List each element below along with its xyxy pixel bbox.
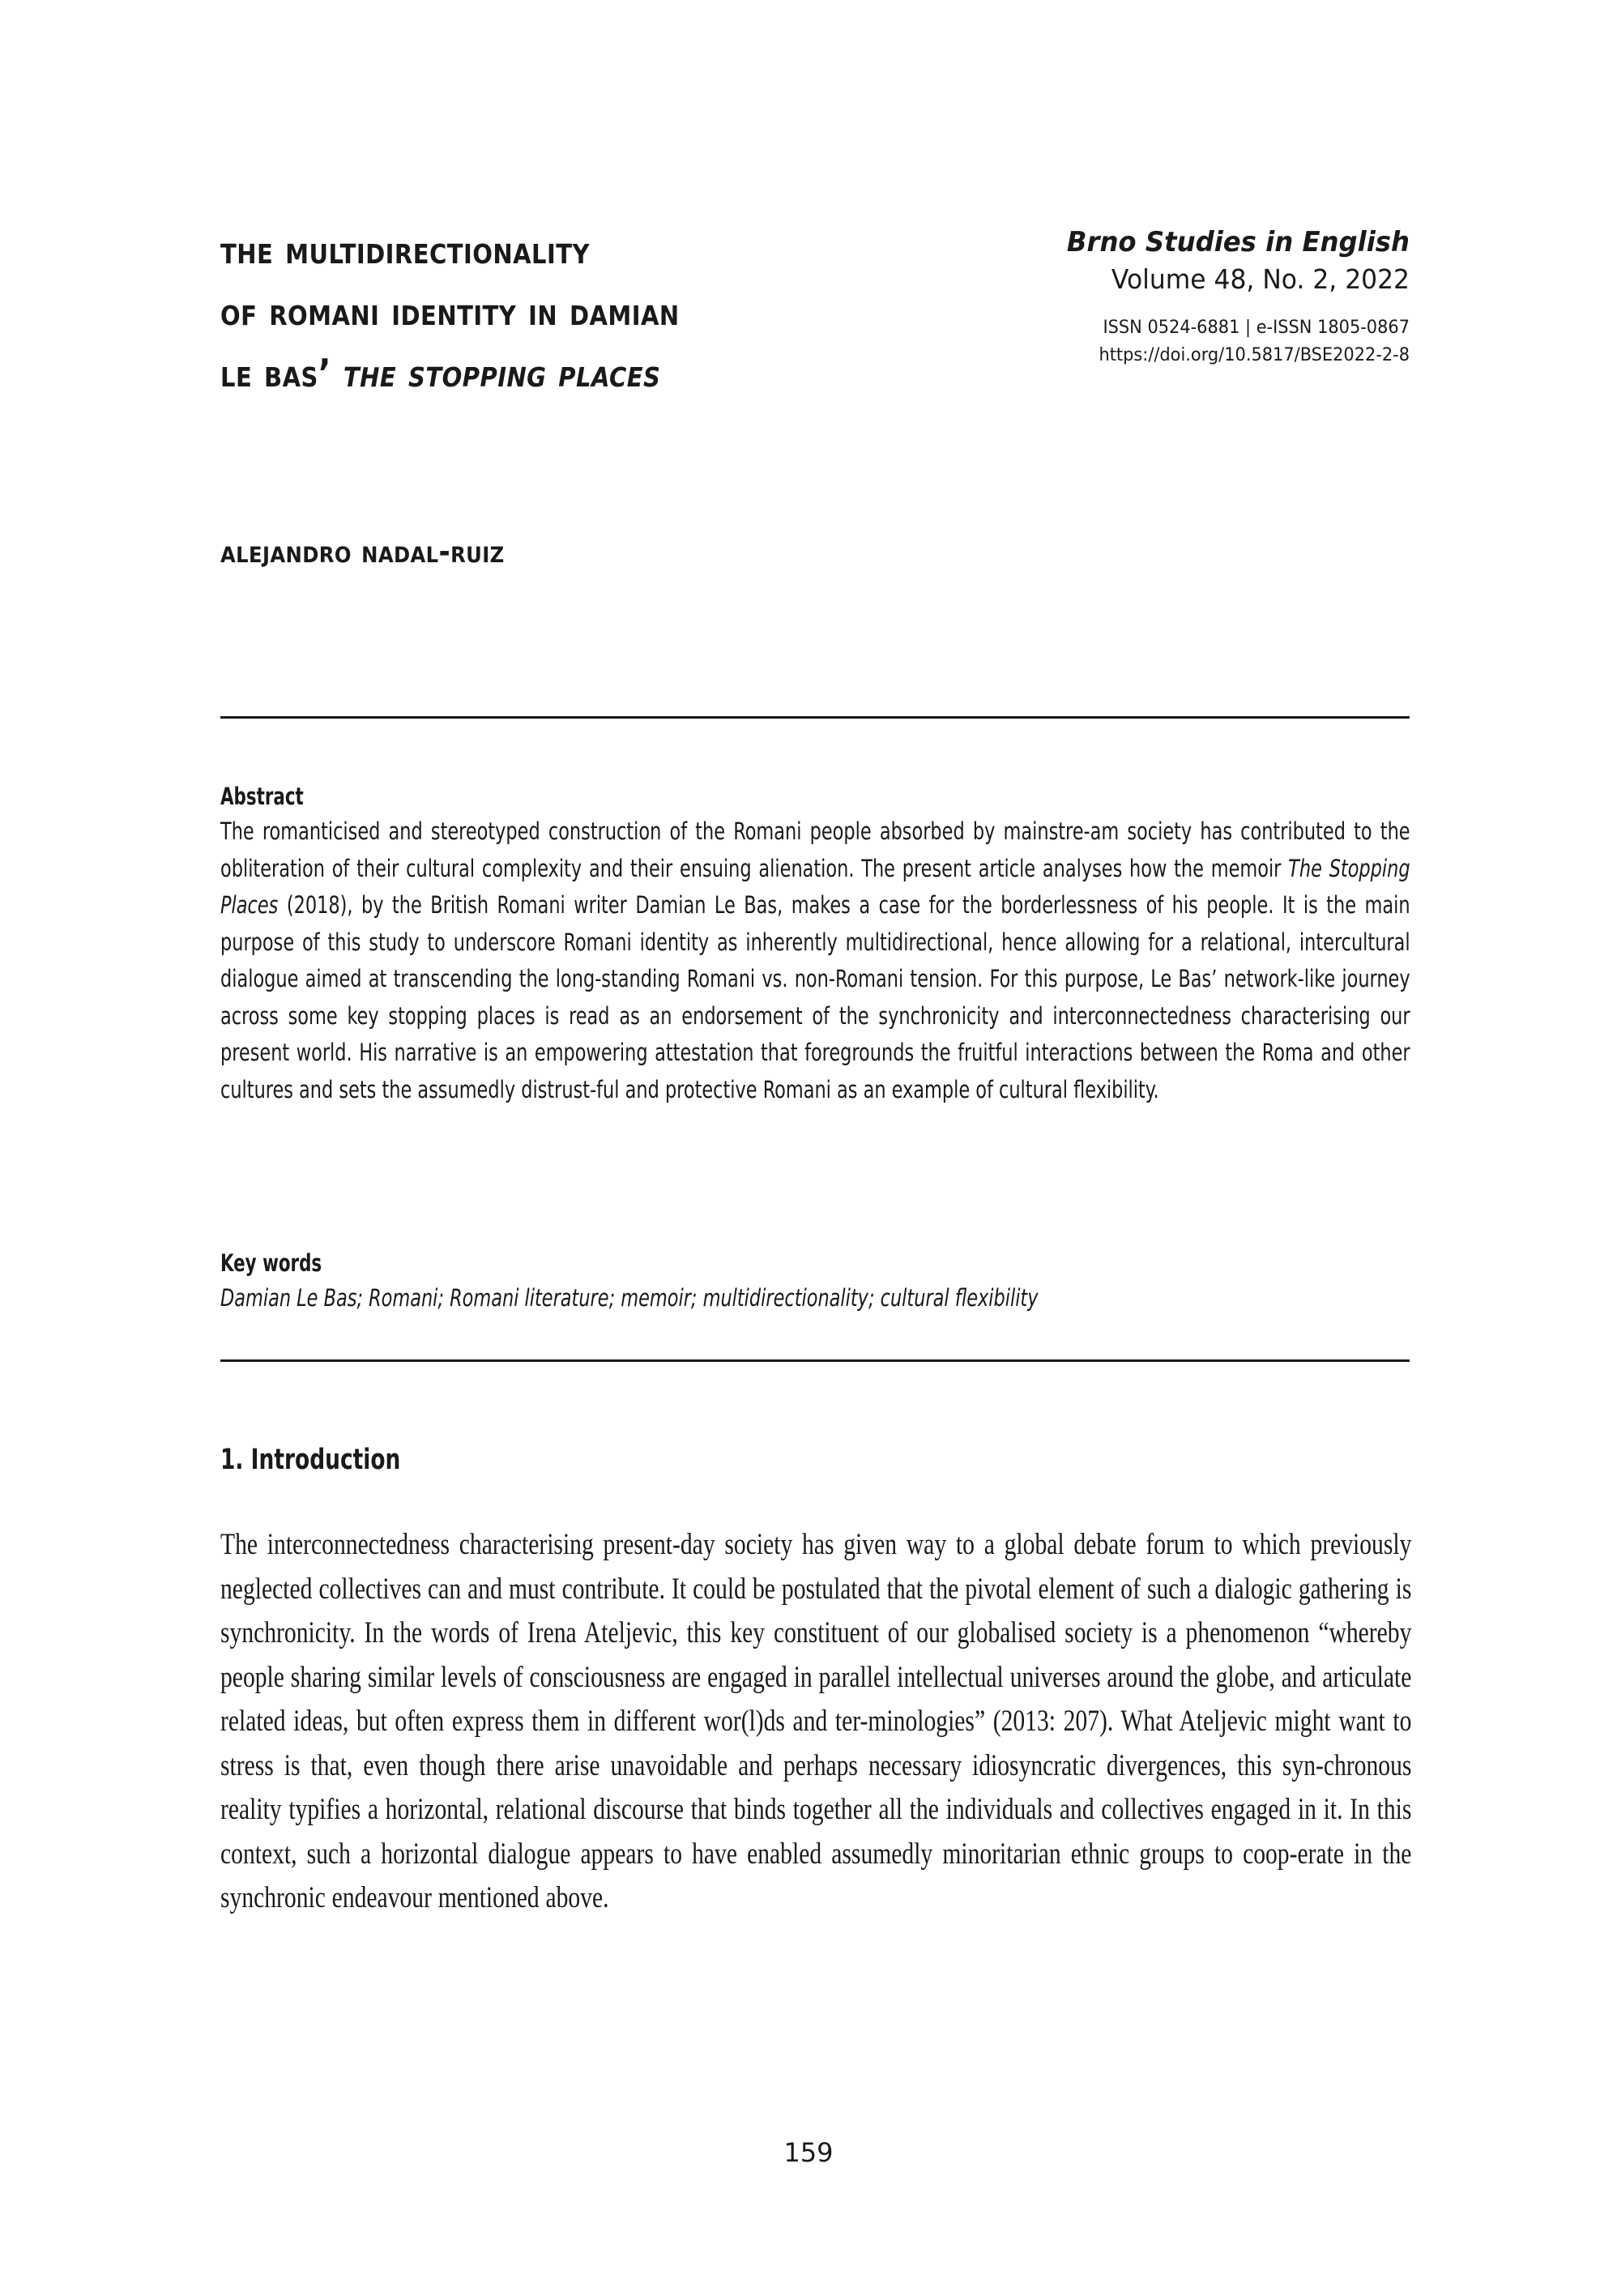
keywords-label: Key words	[220, 1249, 322, 1277]
article-header	[220, 220, 1410, 405]
abstract-label: Abstract	[220, 783, 304, 810]
journal-issn: ISSN 0524-6881 | e-ISSN 1805-0867	[1103, 318, 1410, 338]
keywords-section	[220, 1246, 1411, 1317]
title-line-3-plain: le bas’	[220, 352, 343, 396]
introduction-paragraph: The interconnectedness characterising present-day society has given way to a global debate forum to which previously neglected collectives can and must contribute. It could be postulated that the pivotal element of such a dialogic gathering is synchronicity. In the words of Irena Ateljevic, this key constituent of our globalised society is a phenomenon “whereby people sharing similar levels of consciousness are engaged in parallel intellectual universes around the globe, and articulate related ideas, but often express them in different wor(l)ds and ter-minologies” (2013: 207). What Ateljevic might want to stress is that, even though there arise unavoidable and perhaps necessary idiosyncratic divergences, this syn-chronous reality typifies a horizontal, relational discourse that binds together all the individuals and collectives engaged in it. In this context, such a horizontal dialogue appears to have enabled assumedly minoritarian ethnic groups to coop-erate in the synchronic endeavour mentioned above.	[220, 1528, 1412, 1914]
journal-volume: Volume 48, No. 2, 2022	[1111, 263, 1410, 295]
title-line-3-italic: the stopping places	[343, 352, 661, 396]
keywords-text: Damian Le Bas; Romani; Romani literature; memoir; multidirectionality; cultural flexibility	[220, 1284, 1039, 1312]
page-number: 159	[783, 2137, 834, 2168]
author-name: alejandro nadal-ruiz	[220, 534, 505, 570]
journal-name: Brno Studies in English	[1066, 226, 1410, 258]
abstract-text-part1: The romanticised and stereotyped construction of the Romani people absorbed by mainstre-am society has contributed to the obliteration of their cultural complexity and their ensuing alienation. The present article analyses how the memoir	[220, 817, 1410, 882]
journal-doi-link[interactable]: https://doi.org/10.5817/BSE2022-2-8	[1099, 345, 1410, 365]
abstract-italic-title: The Stopping Places	[220, 854, 1410, 919]
divider-above-abstract	[220, 716, 1410, 719]
title-line-3	[220, 344, 862, 405]
abstract-section	[220, 779, 1411, 1108]
journal-info	[988, 220, 1410, 369]
title-line-1: the multidirectionality	[220, 228, 590, 273]
section-heading-introduction: 1. Introduction	[220, 1444, 401, 1476]
article-title	[220, 220, 949, 405]
abstract-text	[220, 813, 1410, 1108]
divider-below-keywords	[220, 1359, 1410, 1362]
title-line-2: of romani identity in damian	[220, 290, 680, 335]
abstract-text-part2: (2018), by the British Romani writer Damian Le Bas, makes a case for the borderlessness of his people. It is the main purpose of this study to underscore Romani identity as inherently multidirectional, hence allowing for a relational, intercultural dialogue aimed at transcending the long-standing Romani vs. non-Romani tension. For this purpose, Le Bas’ network-like journey across some key stopping places is read as an endorsement of the synchronicity and interconnectedness characterising our present world. His narrative is an empowering attestation that foregrounds the fruitful interactions between the Roma and other cultures and sets the assumedly distrust-ful and protective Romani as an example of cultural flexibility.	[220, 891, 1410, 1103]
